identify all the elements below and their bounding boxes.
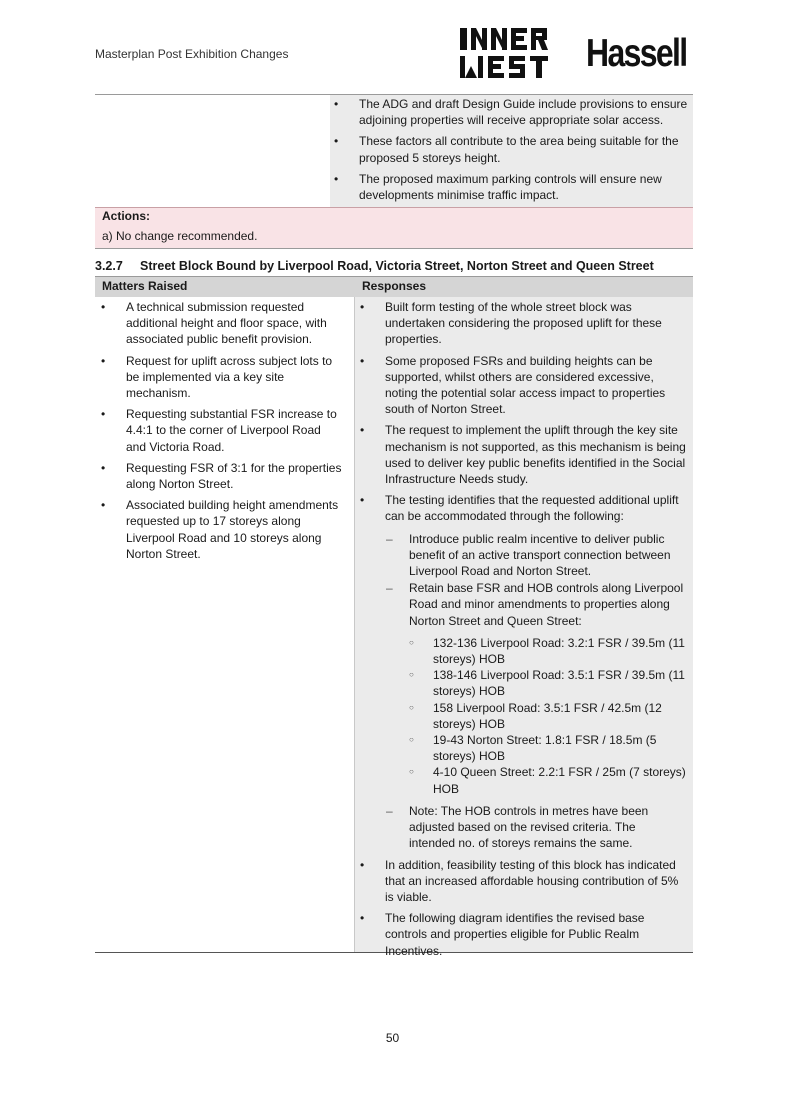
property-item: ○ 138-146 Liverpool Road: 3.5:1 FSR / 39.5m (11 storeys) HOB (433, 667, 688, 699)
sub-list-item: – Introduce public realm incentive to deliver public benefit of an active transport connection between Liverpool Road and Norton Street. (409, 531, 684, 580)
list-item (385, 492, 687, 851)
property-item: ○ 4-10 Queen Street: 2.2:1 FSR / 25m (7 storeys) HOB (433, 764, 688, 796)
document-title: Masterplan Post Exhibition Changes (95, 47, 289, 61)
actions-text: a) No change recommended. (102, 229, 258, 243)
sub-list-item-text: Retain base FSR and HOB controls along Liverpool Road and minor amendments to properties along Norton Street and Queen Street: (409, 581, 684, 628)
inner-west-logo (458, 26, 558, 80)
section-heading (95, 259, 654, 273)
section-title: Street Block Bound by Liverpool Road, Victoria Street, Norton Street and Queen Street (140, 259, 654, 273)
table-header (95, 276, 693, 297)
list-item: • The ADG and draft Design Guide include provisions to ensure adjoining properties will receive appropriate solar access. (359, 96, 689, 128)
list-item-text: The testing identifies that the requested additional uplift can be accommodated through the following: (385, 493, 679, 524)
property-list (409, 635, 684, 797)
column-divider (354, 297, 355, 952)
list-item: • The request to implement the uplift through the key site mechanism is not supported, as this mechanism is being used to deliver key public benefits identified in the Social Infrastructure Needs study. (385, 422, 687, 487)
actions-box (95, 207, 693, 249)
list-item: • A technical submission requested additional height and floor space, with associated public benefit provision. (126, 299, 344, 348)
page-number: 50 (385, 1031, 400, 1045)
continuation-bullets (359, 96, 689, 208)
list-item: • Built form testing of the whole street block was undertaken considering the proposed uplift for these properties. (385, 299, 687, 348)
actions-heading: Actions: (102, 209, 150, 223)
responses-list (385, 299, 687, 964)
col-header-responses: Responses (362, 279, 427, 293)
list-item: • These factors all contribute to the area being suitable for the proposed 5 storeys height. (359, 133, 689, 165)
list-item: • In addition, feasibility testing of this block has indicated that an increased affordable housing contribution of 5% is viable. (385, 857, 687, 906)
sub-list-item: – Note: The HOB controls in metres have been adjusted based on the revised criteria. The intended no. of storeys remains the same. (409, 803, 684, 852)
list-item: • Request for uplift across subject lots to be implemented via a key site mechanism. (126, 353, 344, 402)
hassell-logo: Hassell (586, 32, 687, 75)
list-item: • The proposed maximum parking controls will ensure new developments minimise traffic impact. (359, 171, 689, 203)
property-item: ○ 158 Liverpool Road: 3.5:1 FSR / 42.5m (12 storeys) HOB (433, 700, 688, 732)
section-number: 3.2.7 (95, 259, 123, 273)
col-header-matters: Matters Raised (102, 279, 188, 293)
list-item: • The following diagram identifies the revised base controls and properties eligible for Public Realm Incentives. (385, 910, 687, 959)
list-item: • Associated building height amendments requested up to 17 storeys along Liverpool Road and 10 storeys along Norton Street. (126, 497, 344, 562)
sub-list-item (409, 580, 684, 797)
matters-list (126, 299, 344, 567)
list-item: • Some proposed FSRs and building heights can be supported, whilst others are considered excessive, noting the potential solar access impact to properties south of Norton Street. (385, 353, 687, 418)
sub-list (385, 531, 687, 852)
list-item: • Requesting FSR of 3:1 for the properties along Norton Street. (126, 460, 344, 492)
list-item: • Requesting substantial FSR increase to 4.4:1 to the corner of Liverpool Road and Victoria Road. (126, 406, 344, 455)
property-item: ○ 132-136 Liverpool Road: 3.2:1 FSR / 39.5m (11 storeys) HOB (433, 635, 688, 667)
property-item: ○ 19-43 Norton Street: 1.8:1 FSR / 18.5m (5 storeys) HOB (433, 732, 688, 764)
